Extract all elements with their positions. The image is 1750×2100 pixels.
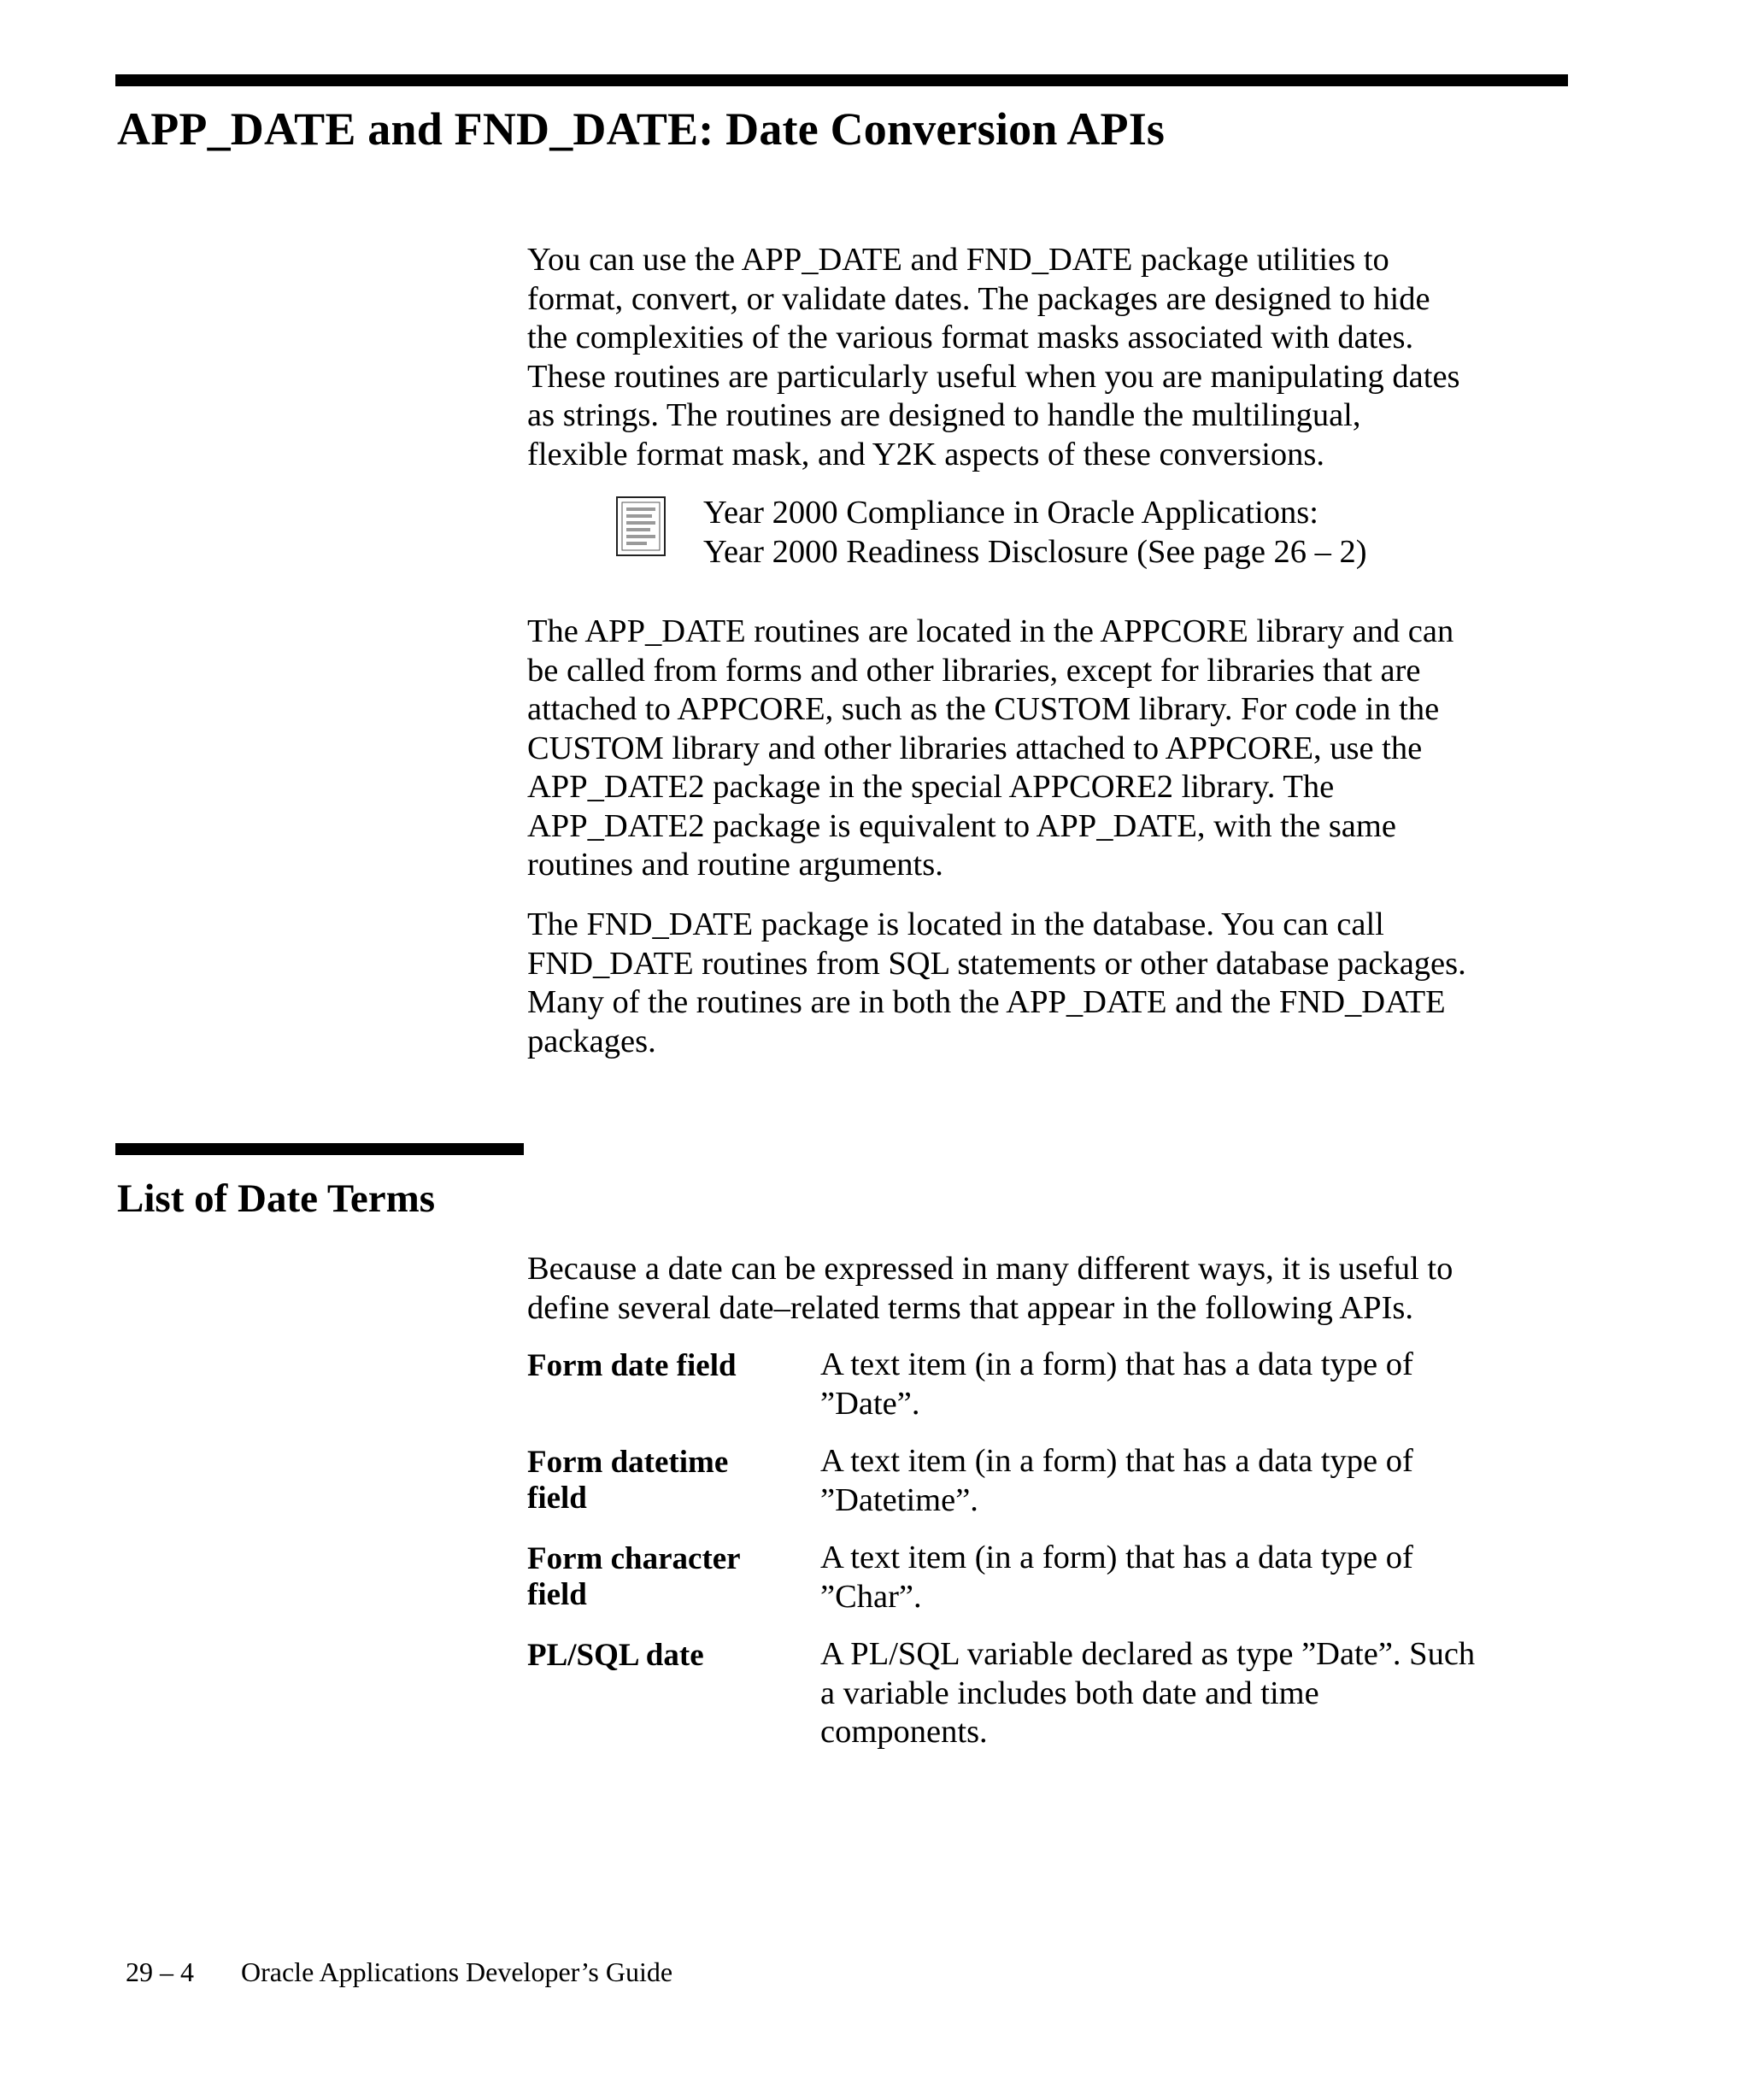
term-name: [527, 1635, 820, 1752]
app-date-line: The APP_DATE routines are located in the APPCORE library and can: [527, 613, 1454, 649]
page-number: 29 – 4: [126, 1956, 194, 1987]
term-name-line: PL/SQL date: [527, 1638, 704, 1673]
term-definition: [820, 1346, 1565, 1423]
app-date-line: be called from forms and other libraries, except for libraries that are: [527, 652, 1421, 689]
term-name-line: field: [527, 1577, 587, 1612]
term-name-line: Form datetime: [527, 1445, 729, 1480]
term-name-line: field: [527, 1481, 587, 1516]
cross-reference-line[interactable]: Year 2000 Compliance in Oracle Applications:: [703, 495, 1318, 531]
app-date-line: APP_DATE2 package in the special APPCORE2 library. The: [527, 769, 1335, 805]
fnd-date-line: packages.: [527, 1023, 656, 1059]
term-definition: [820, 1442, 1565, 1520]
app-date-line: routines and routine arguments.: [527, 847, 943, 883]
fnd-date-paragraph: [527, 906, 1565, 1061]
app-date-line: APP_DATE2 package is equivalent to APP_DATE, with the same: [527, 807, 1396, 844]
term-definition-line: A text item (in a form) that has a data type of: [820, 1443, 1413, 1479]
app-date-line: attached to APPCORE, such as the CUSTOM library. For code in the: [527, 691, 1440, 727]
intro-line: as strings. The routines are designed to handle the multilingual,: [527, 397, 1361, 433]
term-definition-line: ”Date”.: [820, 1385, 920, 1422]
cross-reference-line[interactable]: Year 2000 Readiness Disclosure (See page 26 – 2): [703, 533, 1367, 570]
section-intro-line: Because a date can be expressed in many different ways, it is useful to: [527, 1251, 1453, 1287]
book-title: Oracle Applications Developer’s Guide: [241, 1956, 673, 1987]
term-definition-line: components.: [820, 1714, 988, 1750]
fnd-date-line: FND_DATE routines from SQL statements or other database packages.: [527, 945, 1466, 982]
fnd-date-line: The FND_DATE package is located in the database. You can call: [527, 906, 1384, 942]
app-date-paragraph: [527, 613, 1565, 885]
term-row: [527, 1346, 1565, 1423]
term-definition-line: ”Char”.: [820, 1578, 922, 1615]
term-name: [527, 1442, 820, 1520]
term-definition-line: A text item (in a form) that has a data type of: [820, 1540, 1413, 1575]
term-name: [527, 1539, 820, 1616]
term-definition-line: A text item (in a form) that has a data type of: [820, 1346, 1413, 1382]
intro-line: format, convert, or validate dates. The packages are designed to hide: [527, 280, 1430, 317]
term-definition: [820, 1635, 1565, 1752]
fnd-date-line: Many of the routines are in both the APP_DATE and the FND_DATE: [527, 984, 1446, 1020]
cross-reference[interactable]: [615, 494, 1555, 579]
section-intro-paragraph: [527, 1250, 1565, 1328]
section-rule: [115, 1143, 524, 1155]
term-definition: [820, 1539, 1565, 1616]
intro-line: the complexities of the various format masks associated with dates.: [527, 320, 1414, 355]
cross-reference-text[interactable]: [703, 494, 1367, 572]
app-date-line: CUSTOM library and other libraries attached to APPCORE, use the: [527, 730, 1423, 766]
intro-line: These routines are particularly useful when you are manipulating dates: [527, 358, 1460, 395]
intro-line: You can use the APP_DATE and FND_DATE package utilities to: [527, 242, 1389, 278]
term-name-line: Form character: [527, 1541, 741, 1576]
intro-paragraph: [527, 241, 1565, 474]
term-row: [527, 1635, 1565, 1752]
term-definition-line: ”Datetime”.: [820, 1481, 978, 1518]
term-definition-line: a variable includes both date and time: [820, 1675, 1319, 1711]
section-title: List of Date Terms: [117, 1176, 436, 1221]
page-footer: [126, 1956, 672, 1987]
term-row: [527, 1539, 1565, 1616]
document-icon: [615, 496, 667, 557]
date-terms-list: [527, 1346, 1565, 1771]
term-name-line: Form date field: [527, 1348, 737, 1383]
intro-line: flexible format mask, and Y2K aspects of these conversions.: [527, 436, 1325, 472]
top-rule: [115, 74, 1568, 86]
page-title: APP_DATE and FND_DATE: Date Conversion APIs: [117, 103, 1166, 155]
term-row: [527, 1442, 1565, 1520]
section-intro-line: define several date–related terms that appear in the following APIs.: [527, 1289, 1413, 1326]
term-definition-line: A PL/SQL variable declared as type ”Date”. Such: [820, 1636, 1476, 1672]
term-name: [527, 1346, 820, 1423]
